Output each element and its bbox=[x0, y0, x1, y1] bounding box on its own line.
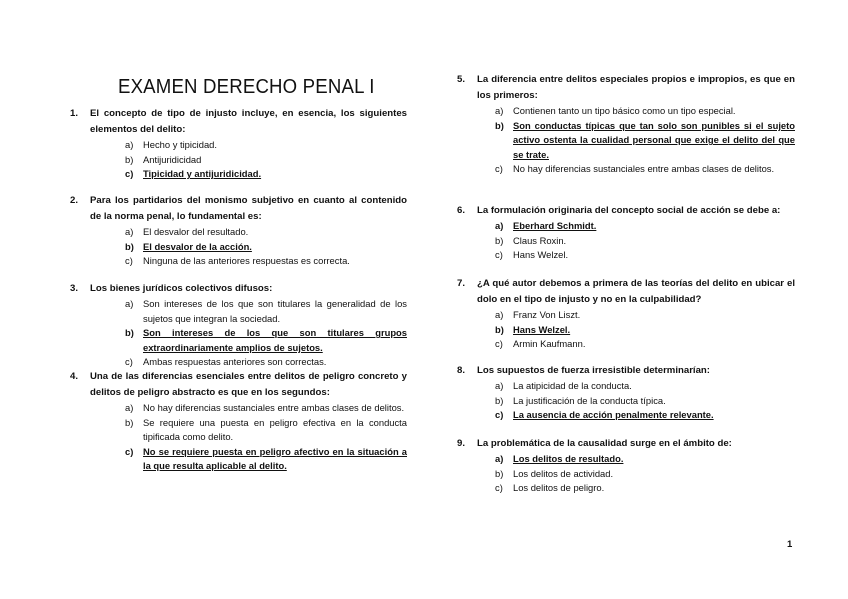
question-5 bbox=[457, 72, 795, 177]
option-b-correct: b) Hans Welzel. bbox=[495, 323, 571, 335]
option-c-correct: c) Tipicidad y antijuridicidad. bbox=[125, 168, 262, 180]
question-text: La formulación originaria del concepto social de acción se debe a: bbox=[477, 205, 781, 216]
question-number: 4. bbox=[70, 371, 79, 382]
question-8 bbox=[457, 363, 795, 423]
option-c-correct: c) No se requiere puesta en peligro afectivo en la situación a la que resulta aplicable al delito. bbox=[125, 445, 407, 472]
option-b: b) Se requiere una puesta en peligro efectiva en la conducta tipificada como delito. bbox=[125, 416, 407, 443]
option-c: c) Ambas respuestas anteriores son correctas. bbox=[125, 356, 327, 368]
option-b: b) Claus Roxin. bbox=[495, 234, 567, 246]
question-text: Una de las diferencias esenciales entre delitos de peligro concreto y delitos de peligro abstracto es que en los segundos: bbox=[90, 371, 407, 398]
question-number: 7. bbox=[457, 278, 466, 289]
page-title: EXAMEN DERECHO PENAL I bbox=[118, 76, 375, 98]
option-c: c) No hay diferencias sustanciales entre ambas clases de delitos. bbox=[495, 163, 775, 175]
option-list bbox=[125, 138, 407, 182]
question-6 bbox=[457, 203, 795, 263]
option-c: c) Los delitos de peligro. bbox=[495, 482, 605, 494]
option-list bbox=[495, 452, 795, 496]
question-text: El concepto de tipo de injusto incluye, en esencia, los siguientes elementos del delito: bbox=[90, 108, 407, 135]
option-list bbox=[495, 104, 795, 177]
option-list bbox=[125, 297, 407, 370]
question-3 bbox=[70, 281, 407, 370]
question-7 bbox=[457, 276, 795, 352]
option-b: b) Antijuridicidad bbox=[125, 153, 202, 165]
option-c: c) Armin Kaufmann. bbox=[495, 338, 586, 350]
option-b: b) La justificación de la conducta típica. bbox=[495, 394, 666, 406]
question-text: Los bienes jurídicos colectivos difusos: bbox=[90, 283, 273, 294]
option-a: a) Hecho y tipicidad. bbox=[125, 139, 217, 150]
question-text: Los supuestos de fuerza irresistible determinarían: bbox=[477, 365, 710, 376]
question-number: 9. bbox=[457, 438, 466, 449]
question-text: La problemática de la causalidad surge en el ámbito de: bbox=[477, 438, 732, 449]
question-text: ¿A qué autor debemos a primera de las teorías del delito en ubicar el dolo en el tipo de injusto y no en la culpabilidad? bbox=[477, 278, 795, 305]
option-a: a) La atipicidad de la conducta. bbox=[495, 380, 632, 391]
option-a-correct: a) Los delitos de resultado. bbox=[495, 453, 624, 464]
option-b-correct: b) Son conductas típicas que tan solo son punibles si el sujeto activo ostenta la cualidad personal que exige el delito del que se trate. bbox=[495, 119, 795, 160]
option-a: a) El desvalor del resultado. bbox=[125, 226, 249, 237]
option-c: c) Hans Welzel. bbox=[495, 249, 569, 261]
question-number: 5. bbox=[457, 74, 466, 85]
option-a: a) Franz Von Liszt. bbox=[495, 309, 581, 320]
question-2 bbox=[70, 193, 407, 269]
question-text: Para los partidarios del monismo subjetivo en cuanto al contenido de la norma penal, lo fundamental es: bbox=[90, 195, 407, 222]
option-list bbox=[495, 219, 795, 263]
option-a: a) No hay diferencias sustanciales entre ambas clases de delitos. bbox=[125, 402, 405, 413]
option-a: a) Son intereses de los que son titulares la generalidad de los sujetos que integran la sociedad. bbox=[125, 298, 407, 324]
option-list bbox=[125, 225, 407, 269]
question-text: La diferencia entre delitos especiales propios e impropios, es que en los primeros: bbox=[477, 74, 795, 101]
question-number: 6. bbox=[457, 205, 466, 216]
option-c-correct: c) La ausencia de acción penalmente relevante. bbox=[495, 409, 714, 421]
question-number: 3. bbox=[70, 283, 79, 294]
question-1 bbox=[70, 106, 407, 182]
option-b-correct: b) Son intereses de los que son titulares grupos extraordinariamente amplios de sujetos. bbox=[125, 327, 407, 353]
option-list bbox=[495, 379, 795, 423]
question-number: 2. bbox=[70, 195, 79, 206]
option-b: b) Los delitos de actividad. bbox=[495, 467, 614, 479]
option-list bbox=[125, 401, 407, 474]
question-number: 8. bbox=[457, 365, 466, 376]
option-a: a) Contienen tanto un tipo básico como un tipo especial. bbox=[495, 105, 736, 116]
option-list bbox=[495, 308, 795, 352]
question-number: 1. bbox=[70, 108, 79, 119]
question-4 bbox=[70, 369, 407, 474]
option-a-correct: a) Eberhard Schmidt. bbox=[495, 220, 597, 231]
page-number: 1 bbox=[787, 539, 793, 550]
option-b-correct: b) El desvalor de la acción. bbox=[125, 240, 252, 252]
option-c: c) Ninguna de las anteriores respuestas es correcta. bbox=[125, 255, 350, 267]
question-9 bbox=[457, 436, 795, 496]
